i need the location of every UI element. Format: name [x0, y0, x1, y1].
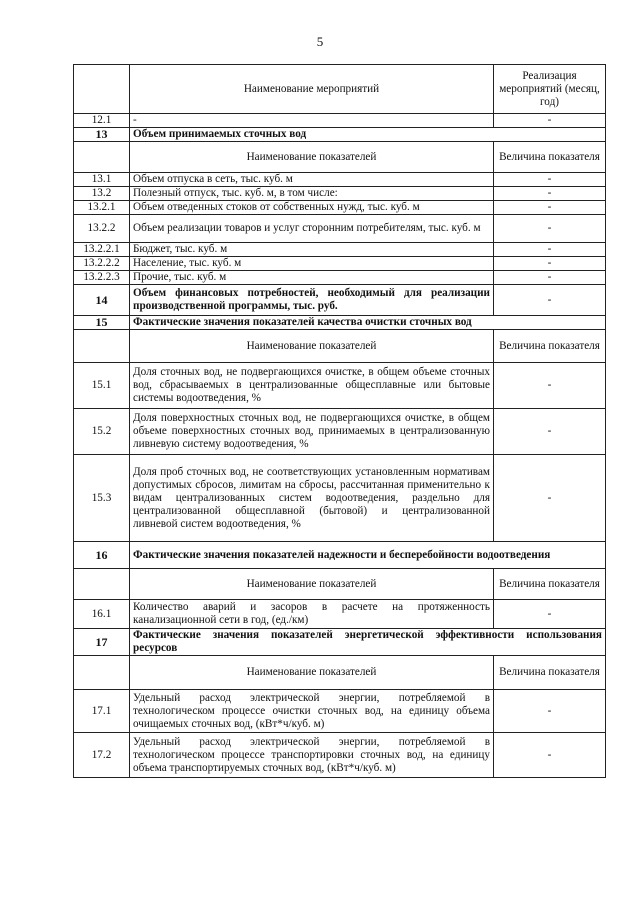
row-number: 15.2: [74, 409, 130, 455]
row-number: 13.2.2.3: [74, 271, 130, 285]
subheader-num-cell: [74, 330, 130, 363]
table-row: [74, 600, 606, 629]
table-row: [74, 173, 606, 187]
row-description: Доля проб сточных вод, не соответствующих установленным нормативам допустимых сбросов, лимитам на сбросы, рассчитанная применительно к видам централизованных систем водоотведения, раздельно для централизованной общесплавной (бытовой) и централизованной ливневой систем водоотведения, %: [130, 455, 494, 542]
table-row: [74, 690, 606, 733]
subheader-name: Наименование показателей: [130, 656, 494, 690]
row-number: 13.2.2: [74, 215, 130, 243]
row-number: 13.1: [74, 173, 130, 187]
row-description: Население, тыс. куб. м: [130, 257, 494, 271]
row-value: -: [494, 114, 606, 128]
row-number: 17.1: [74, 690, 130, 733]
table-row: [74, 271, 606, 285]
row-number: 13.2.1: [74, 201, 130, 215]
row-number: 16.1: [74, 600, 130, 629]
subheader-row: [74, 142, 606, 173]
row-number: 13.2.2.1: [74, 243, 130, 257]
header-num-cell: [74, 65, 130, 114]
row-value: -: [494, 173, 606, 187]
row-description: -: [130, 114, 494, 128]
subheader-num-cell: [74, 656, 130, 690]
table-row: [74, 733, 606, 778]
section-row: [74, 629, 606, 656]
row-value: -: [494, 201, 606, 215]
row-value: -: [494, 363, 606, 409]
row-description: Объем реализации товаров и услуг сторонним потребителям, тыс. куб. м: [130, 215, 494, 243]
table-row: [74, 257, 606, 271]
subheader-value: Величина показателя: [494, 569, 606, 600]
row-value: -: [494, 271, 606, 285]
row-description: Количество аварий и засоров в расчете на протяженность канализационной сети в год, (ед./км): [130, 600, 494, 629]
section-row: [74, 128, 606, 142]
row-number: 17.2: [74, 733, 130, 778]
row-value: -: [494, 215, 606, 243]
subheader-value: Величина показателя: [494, 330, 606, 363]
subheader-name: Наименование показателей: [130, 142, 494, 173]
subheader-value: Величина показателя: [494, 656, 606, 690]
row-value: -: [494, 409, 606, 455]
row-value: -: [494, 243, 606, 257]
subheader-name: Наименование показателей: [130, 569, 494, 600]
row-number: 15.1: [74, 363, 130, 409]
row-description: Удельный расход электрической энергии, потребляемой в технологическом процессе транспортировки сточных вод, на единицу объема транспортируемых сточных вод, (кВт*ч/куб. м): [130, 733, 494, 778]
measures-table: [73, 64, 606, 778]
row-number: 12.1: [74, 114, 130, 128]
row-number: 13.2: [74, 187, 130, 201]
header-value-cell: Реализация мероприятий (месяц, год): [494, 65, 606, 114]
row-value: -: [494, 285, 606, 316]
page-number: 5: [316, 34, 324, 49]
row-description: Доля сточных вод, не подвергающихся очистке, в общем объеме сточных вод, сбрасываемых в централизованные общесплавные или бытовые системы водоотведения, %: [130, 363, 494, 409]
row-value: -: [494, 690, 606, 733]
table-row: [74, 409, 606, 455]
section-number: 17: [74, 629, 130, 656]
subheader-value: Величина показателя: [494, 142, 606, 173]
table-row: [74, 201, 606, 215]
measures-table-body: [74, 65, 606, 778]
row-description: Доля поверхностных сточных вод, не подвергающихся очистке, в общем объеме поверхностных сточных вод, принимаемых в централизованную ливневую систему водоотведения, %: [130, 409, 494, 455]
row-description: Объем отпуска в сеть, тыс. куб. м: [130, 173, 494, 187]
row-value: -: [494, 257, 606, 271]
table-header-row: [74, 65, 606, 114]
table-row: [74, 215, 606, 243]
row-description: Прочие, тыс. куб. м: [130, 271, 494, 285]
section-number: 15: [74, 316, 130, 330]
row-value: -: [494, 600, 606, 629]
section-row: [74, 542, 606, 569]
subheader-row: [74, 569, 606, 600]
table-row: [74, 187, 606, 201]
section-row: [74, 285, 606, 316]
section-title: Фактические значения показателей надежности и бесперебойности водоотведения: [130, 542, 606, 569]
header-name-cell: Наименование мероприятий: [130, 65, 494, 114]
subheader-row: [74, 656, 606, 690]
section-number: 13: [74, 128, 130, 142]
row-number: 13.2.2.2: [74, 257, 130, 271]
subheader-row: [74, 330, 606, 363]
table-row: [74, 455, 606, 542]
row-description: Объем отведенных стоков от собственных нужд, тыс. куб. м: [130, 201, 494, 215]
section-title: Объем принимаемых сточных вод: [130, 128, 606, 142]
table-row: [74, 114, 606, 128]
row-value: -: [494, 455, 606, 542]
section-title: Фактические значения показателей качества очистки сточных вод: [130, 316, 606, 330]
section-title: Объем финансовых потребностей, необходимый для реализации производственной программы, тыс. руб.: [130, 285, 494, 316]
section-number: 14: [74, 285, 130, 316]
row-description: Удельный расход электрической энергии, потребляемой в технологическом процессе очистки сточных вод, на единицу объема очищаемых сточных вод, (кВт*ч/куб. м): [130, 690, 494, 733]
row-number: 15.3: [74, 455, 130, 542]
section-number: 16: [74, 542, 130, 569]
row-description: Полезный отпуск, тыс. куб. м, в том числе:: [130, 187, 494, 201]
section-row: [74, 316, 606, 330]
section-title: Фактические значения показателей энергетической эффективности использования ресурсов: [130, 629, 606, 656]
table-row: [74, 363, 606, 409]
subheader-num-cell: [74, 569, 130, 600]
table-row: [74, 243, 606, 257]
row-description: Бюджет, тыс. куб. м: [130, 243, 494, 257]
row-value: -: [494, 733, 606, 778]
subheader-name: Наименование показателей: [130, 330, 494, 363]
row-value: -: [494, 187, 606, 201]
subheader-num-cell: [74, 142, 130, 173]
